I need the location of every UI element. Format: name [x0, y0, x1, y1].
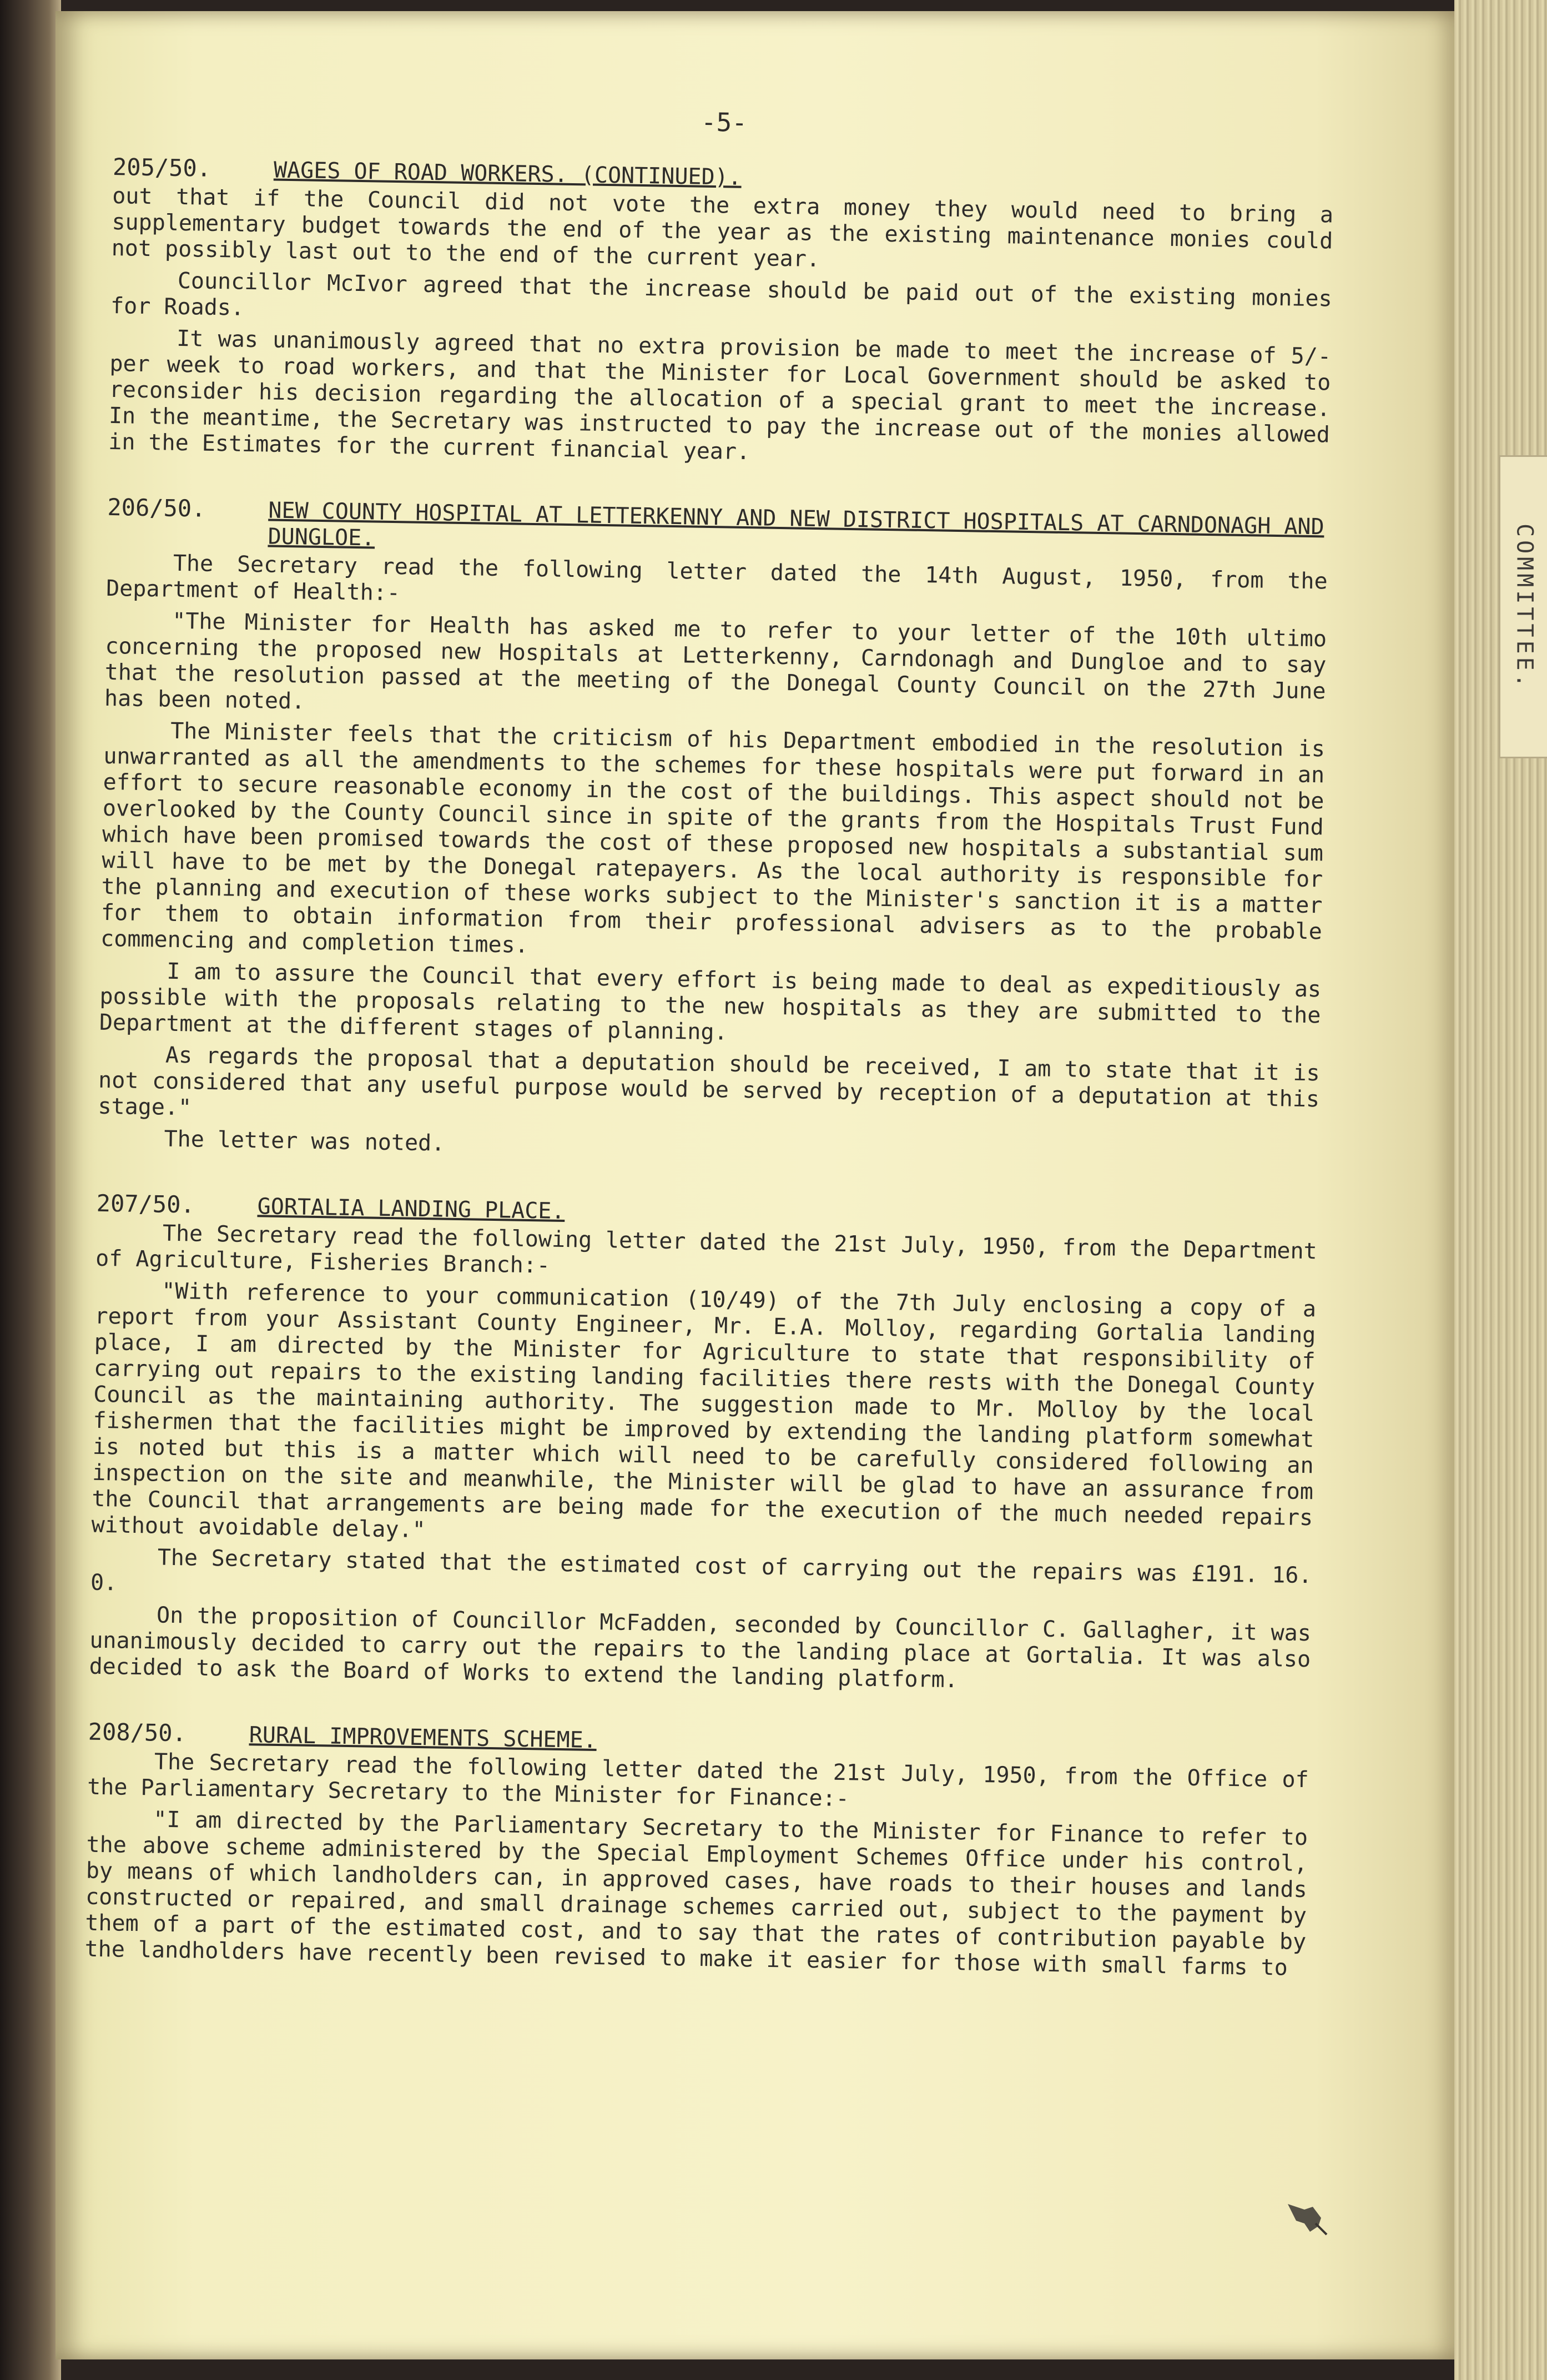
paragraph: The Secretary read the following letter dated the 21st July, 1950, from the Department of Agriculture, Fisheries Branch:-	[95, 1220, 1318, 1279]
paragraph: The Secretary read the following letter dated the 14th August, 1950, from the Department of Health:-	[105, 550, 1328, 606]
paragraph: As regards the proposal that a deputation should be received, I am to state that it is not considered that any useful purpose would be served by reception of a deputation at this stage."	[98, 1042, 1321, 1121]
left-page-edge	[0, 0, 61, 2380]
index-tab-label: COMMITTEE.	[1511, 523, 1538, 691]
hand-pointer-mark-icon	[1282, 2193, 1332, 2237]
paragraph: I am to assure the Council that every effort is being made to deal as expeditiously as possible with the proposals relating to the new hospitals as they are submitted to the Department at the different stages of planning.	[99, 958, 1322, 1045]
minute-section-207	[89, 1190, 1318, 1699]
paragraph: The Secretary read the following letter dated the 21st July, 1950, from the Office of the Parliamentary Secretary to the Minister for Finance:-	[87, 1749, 1309, 1812]
paragraph: The letter was noted.	[164, 1126, 445, 1156]
minute-ref: 207/50.	[96, 1189, 195, 1219]
paragraph: The Secretary stated that the estimated cost of carrying out the repairs was £191. 16. 0.	[90, 1544, 1312, 1596]
paragraph: "The Minister for Health has asked me to refer to your letter of the 10th ultimo concerning the proposed new Hospitals at Letterkenny, Carndonagh and Dungloe and to say that the resolution passed at the meeting of the Donegal County Council on the 27th June has been noted.	[104, 608, 1327, 714]
minute-title: RURAL IMPROVEMENTS SCHEME.	[249, 1722, 597, 1754]
paragraph: Councillor McIvor agreed that the increase should be paid out of the existing monies for Roads.	[110, 268, 1333, 321]
minute-title: WAGES OF ROAD WORKERS. (CONTINUED).	[273, 157, 742, 190]
minute-section-205	[108, 154, 1334, 474]
paragraph: "I am directed by the Parliamentary Secretary to the Minister for Finance to refer to the above scheme administered by the Special Employment Schemes Office under his control, by means of which landholders can, in approved cases, have roads to their houses and lands constructed or repaired, and small drainage schemes carried out, subject to the payment by them of a part of the estimated cost, and to say that the rates of contribution payable by the landholders have recently been revised to make it easier for those with small farms to	[84, 1807, 1308, 1981]
paragraph: out that if the Council did not vote the extra money they would need to bring a supplementary budget towards the end of the year as the existing maintenance monies could not possibly last out to the end of the current year.	[111, 183, 1334, 273]
minute-title: NEW COUNTY HOSPITAL AT LETTERKENNY AND NEW DISTRICT HOSPITALS AT CARNDONAGH AND DUNGLOE.	[268, 497, 1325, 551]
paragraph: On the proposition of Councillor McFadden, seconded by Councillor C. Gallagher, it was unanimously decided to carry out the repairs to the landing place at Gortalia. It was also decided to ask the Board of Works to extend the landing platform.	[89, 1602, 1312, 1693]
paragraph: The Minister feels that the criticism of his Department embodied in the resolution is unwarranted as all the amendments to the schemes for these hospitals were put forward in an effort to secure reasonable economy in the cost of the buildings. This aspect should not be overlooked by the County Council since in spite of the grants from the Hospitals Trust Fund which have been promised towards the cost of these proposed new hospitals a substantial sum will have to be met by the Donegal ratepayers. As the local authority is responsible for the planning and execution of these works subject to the Minister's sanction it is a matter for them to obtain information from their professional advisers as to the probable commencing and completion times.	[100, 718, 1326, 958]
page-content	[84, 100, 1335, 2020]
paragraph: It was unanimously agreed that no extra provision be made to meet the increase of 5/- per week to road workers, and that the Minister for Local Government should be asked to reconsider his decision regarding the allocation of a special grant to meet the increase. In the meantime, the Secretary was instructed to pay the increase out of the monies allowed in the Estimates for the current financial year.	[108, 325, 1332, 465]
minute-ref: 208/50.	[88, 1718, 187, 1747]
minute-ref: 206/50.	[107, 493, 206, 522]
minute-section-206	[97, 494, 1328, 1170]
minute-ref: 205/50.	[112, 153, 211, 182]
page-number: -5-	[701, 107, 748, 138]
page-stack-edge	[1454, 0, 1547, 2380]
paragraph: "With reference to your communication (10/49) of the 7th July enclosing a copy of a report from your Assistant County Engineer, Mr. E.A. Molloy, regarding Gortalia landing place, I am directed by the Minister for Agriculture to state that responsibility of carrying out repairs to the existing landing facilities there rests with the Donegal County Council as the maintaining authority. The suggestion made to Mr. Molloy by the local fishermen that the facilities might be improved by extending the landing platform somewhat is noted but this is a matter which will need to be carefully considered following an inspection on the site and meanwhile, the Minister will be glad to have an assurance from the Council that arrangements are being made for the execution of the much needed repairs without avoidable delay."	[91, 1278, 1317, 1543]
index-tab[interactable]	[1499, 455, 1547, 758]
minute-title: GORTALIA LANDING PLACE.	[257, 1194, 565, 1225]
minute-section-208	[84, 1719, 1309, 1982]
